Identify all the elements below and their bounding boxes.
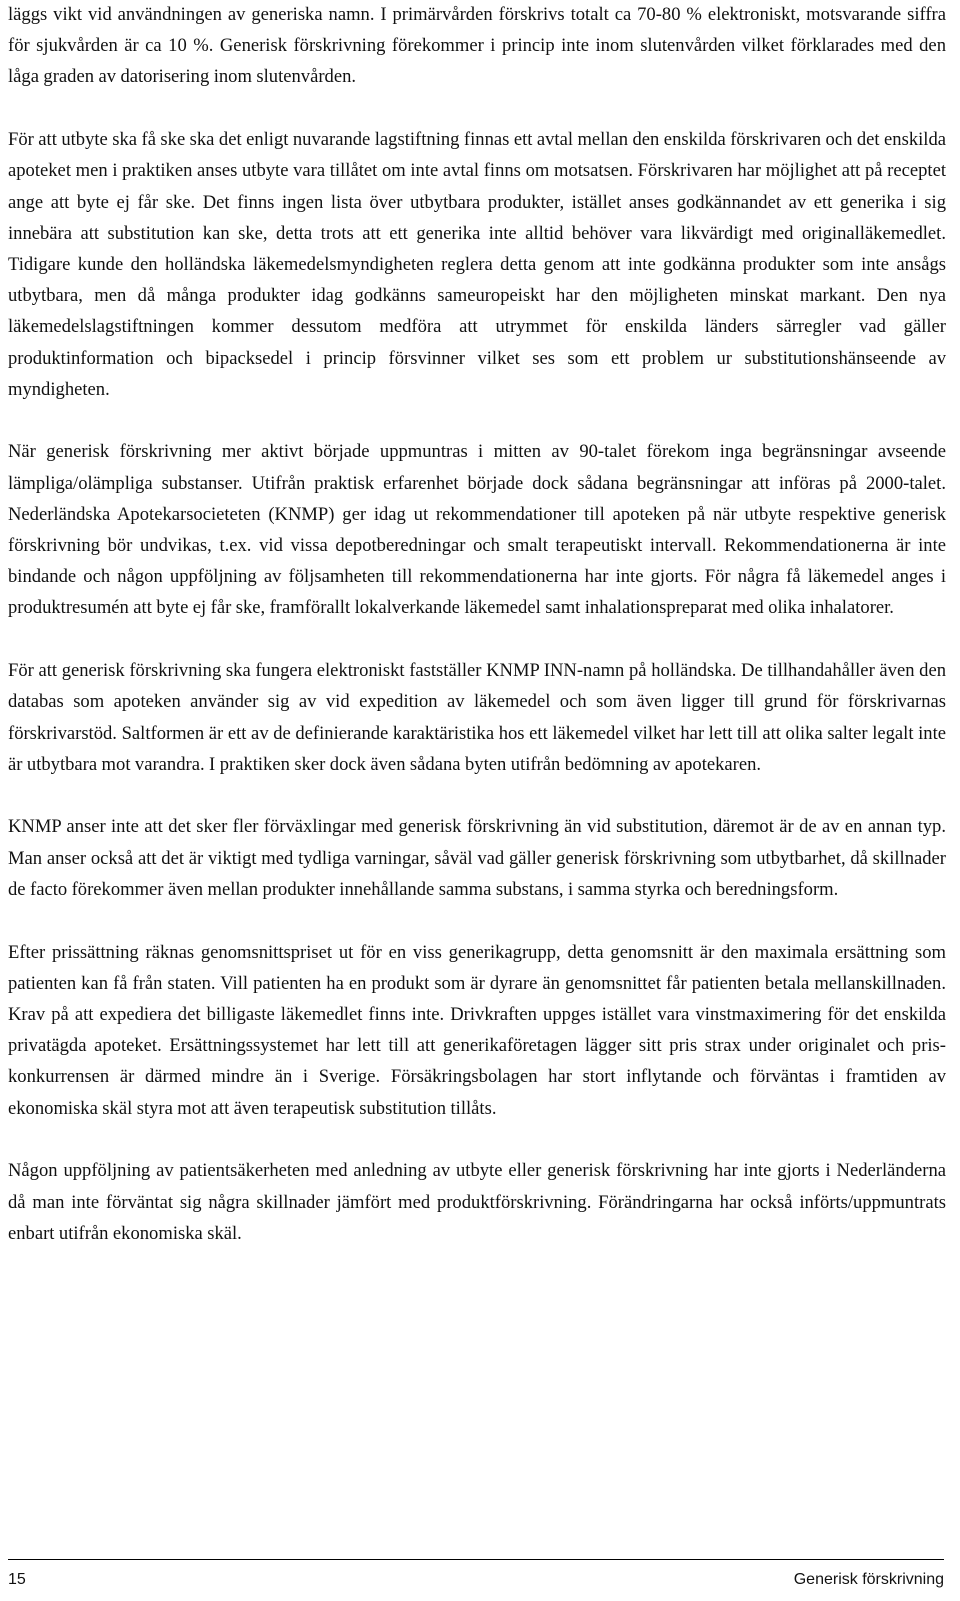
paragraph-3: När generisk förskrivning mer aktivt började uppmuntras i mitten av 90-talet förekom inga begränsningar avseende lämpliga/olämpliga substanser. Utifrån praktisk erfarenhet började dock sådana begränsningar att införas på 2000-talet. Nederländska Apotekarsocieteten (KNMP) ger idag ut rekommendationer till apoteken på när utbyte respektive generisk förskrivning bör undvikas, t.ex. vid vissa depotberedningar och smalt terapeutiskt intervall. Rekommendationerna är inte bindande och någon uppföljning av följsamheten till rekommendationerna har inte gjorts. För några få läkemedel anges i produktresumén att byte ej får ske, framförallt lokalverkande läkemedel samt inhalationspreparat med olika inhalatorer. xyxy=(8,441,946,619)
paragraph-6: Efter prissättning räknas genomsnittspriset ut för en viss generikagrupp, detta genomsnitt är den maximala ersättning som patienten kan få från staten. Vill patienten ha en produkt som är dyrare än genomsnittet får patienten betala mellanskillnaden. Krav på att expediera det billigaste läkemedlet finns inte. Drivkraften uppges istället vara vinstmaximering för det enskilda privatägda apoteket. Ersättningssystemet har lett till att generikaföretagen lägger sitt pris strax under originalet och priskonkurrensen är därmed mindre än i Sverige. Försäkringsbolagen har stort inflytande och förväntas i framtiden av ekonomiska skäl styra mot att även terapeutisk substitution tillåts. xyxy=(8,941,946,1119)
running-title: Generisk förskrivning xyxy=(793,1571,944,1588)
page-number: 15 xyxy=(8,1571,26,1588)
paragraph-2: För att utbyte ska få ske ska det enligt nuvarande lagstiftning finnas ett avtal mellan den enskilda förskrivaren och det enskilda apoteket men i praktiken anses utbyte vara tillåtet om inte avtal finns om motsatsen. Förskrivaren har möjlighet att på receptet ange att byte ej får ske. Det finns ingen lista över utbytbara produkter, istället anses godkännandet av ett generika i sig innebära att substitution kan ske, detta trots att ett generika inte alltid behöver vara likvärdigt med originalläkemedlet. Tidigare kunde den holländska läkemedelsmyndigheten reglera detta genom att inte godkänna produkter som inte ansågs utbytbara, men då många produkter idag godkänns sameuropeiskt har den möjligheten minskat markant. Den nya läkemedelslagstiftningen kommer dessutom medföra att utrymmet för enskilda länders särregler vad gäller produktinformation och bipacksedel i princip försvinner vilket ses som ett problem ur substitutionshänseende av myndigheten. xyxy=(8,129,946,400)
paragraph-7: Någon uppföljning av patientsäkerheten med anledning av utbyte eller generisk förskrivning har inte gjorts i Nederländerna då man inte förväntat sig några skillnader jämfört med produktförskrivning. Förändringarna har också införts/uppmuntrats enbart utifrån ekonomiska skäl. xyxy=(8,1160,946,1244)
document-body xyxy=(8,0,946,1280)
paragraph-4: För att generisk förskrivning ska fungera elektroniskt fastställer KNMP INN-namn på holländska. De tillhandahåller även den databas som apoteken använder sig av vid expedition av läkemedel och som även ligger till grund för förskrivarnas förskrivarstöd. Saltformen är ett av de definierande karaktäristika hos ett läkemedel vilket har lett till att olika salter legalt inte är utbytbara mot varandra. I praktiken sker dock även sådana byten utifrån bedömning av apotekaren. xyxy=(8,660,946,775)
page-footer xyxy=(8,1559,944,1590)
paragraph-1: läggs vikt vid användningen av generiska namn. I primärvården förskrivs totalt ca 70-80 % elektroniskt, motsvarande siffra för sjukvården är ca 10 %. Generisk förskrivning förekommer i princip inte inom slutenvården vilket förklarades med den låga graden av datorisering inom slutenvården. xyxy=(8,4,946,88)
paragraph-5: KNMP anser inte att det sker fler förväxlingar med generisk förskrivning än vid substitution, däremot är de av en annan typ. Man anser också att det är viktigt med tydliga varningar, såväl vad gäller generisk förskrivning som utbytbarhet, då skillnader de facto förekommer även mellan produkter innehållande samma substans, i samma styrka och beredningsform. xyxy=(8,816,946,900)
